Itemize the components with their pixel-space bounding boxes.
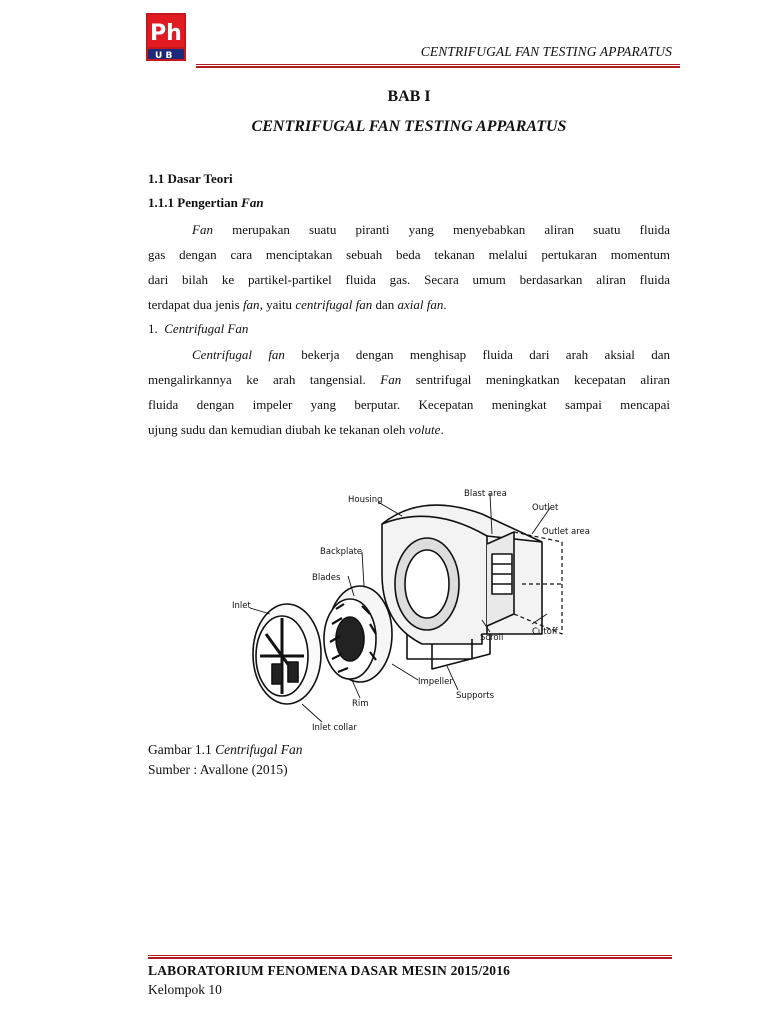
chapter-title: CENTRIFUGAL FAN TESTING APPARATUS (251, 118, 567, 135)
label-housing: Housing (348, 495, 383, 505)
label-supports: Supports (456, 691, 495, 701)
text-run: mengalirkannya ke arah tangensial. (148, 372, 381, 387)
italic-term: centrifugal fan (295, 297, 373, 312)
list-label: Centrifugal Fan (164, 321, 249, 336)
text-run: . (443, 297, 447, 312)
paragraph-centrifugal-fan (148, 342, 670, 442)
label-impeller: Impeller (418, 677, 453, 687)
paragraph-line (148, 342, 670, 367)
section-heading-italic: Fan (241, 195, 264, 210)
paragraph-line (148, 217, 670, 242)
footer-divider (148, 955, 672, 959)
label-cutoff: Cutoff (532, 627, 558, 637)
paragraph-line (148, 417, 670, 442)
paragraph-line (148, 367, 670, 392)
caption-prefix: Gambar 1.1 (148, 742, 216, 757)
paragraph-fan-definition (148, 217, 670, 317)
label-blast-area: Blast area (464, 489, 507, 499)
footer-group: Kelompok 10 (148, 982, 222, 997)
caption-italic: Centrifugal Fan (215, 742, 303, 757)
university-logo (146, 13, 186, 61)
section-heading-1-1-1 (148, 195, 264, 211)
centrifugal-fan-diagram (232, 484, 602, 736)
logo-text: Ph (150, 21, 182, 46)
italic-term: Fan (192, 222, 213, 237)
italic-term: Fan (380, 372, 402, 387)
paragraph-line: dari bilah ke partikel-partikel fluida gas. Secara umum berdasarkan aliran fluida (148, 272, 670, 287)
section-heading-text: 1.1.1 Pengertian (148, 195, 242, 210)
label-backplate: Backplate (320, 547, 363, 557)
italic-term: axial fan (397, 297, 444, 312)
paragraph-line: gas dengan cara menciptakan sebuah beda tekanan melalui pertukaran momentum (148, 247, 670, 262)
label-blades: Blades (312, 573, 341, 583)
figure-caption (148, 742, 302, 758)
label-outlet-area: Outlet area (542, 527, 590, 537)
header-divider (196, 64, 680, 68)
text-run: ujung sudu dan kemudian diubah ke tekanan oleh (148, 422, 409, 437)
paragraph-line (148, 292, 670, 317)
italic-term: Centrifugal fan (192, 347, 285, 362)
label-inlet-collar: Inlet collar (312, 723, 357, 733)
label-inlet: Inlet (232, 601, 251, 611)
text-run: , yaitu (259, 297, 296, 312)
chapter-number: BAB I (387, 88, 431, 105)
text-run: dan (372, 297, 398, 312)
list-item-centrifugal-fan (148, 321, 248, 337)
running-header-title: CENTRIFUGAL FAN TESTING APPARATUS (420, 44, 672, 59)
logo-subtext: U B (155, 51, 173, 61)
label-outlet: Outlet (532, 503, 559, 513)
text-run: . (440, 422, 444, 437)
text-run: merupakan suatu piranti yang menyebabkan aliran suatu fluida (212, 222, 670, 237)
footer-lab-name: LABORATORIUM FENOMENA DASAR MESIN 2015/2016 (148, 963, 511, 978)
text-run: sentrifugal meningkatkan kecepatan aliran (401, 372, 670, 387)
paragraph-line: fluida dengan impeler yang berputar. Kecepatan meningkat sampai mencapai (148, 397, 670, 412)
italic-term: fan (242, 297, 260, 312)
italic-term: volute (408, 422, 441, 437)
section-heading-1-1: 1.1 Dasar Teori (148, 171, 233, 186)
text-run: terdapat dua jenis (148, 297, 243, 312)
label-rim: Rim (352, 699, 369, 709)
figure-source: Sumber : Avallone (2015) (148, 762, 288, 777)
text-run: bekerja dengan menghisap fluida dari arah aksial dan (284, 347, 671, 362)
label-scroll: Scroll (480, 633, 504, 643)
list-number: 1. (148, 321, 158, 336)
